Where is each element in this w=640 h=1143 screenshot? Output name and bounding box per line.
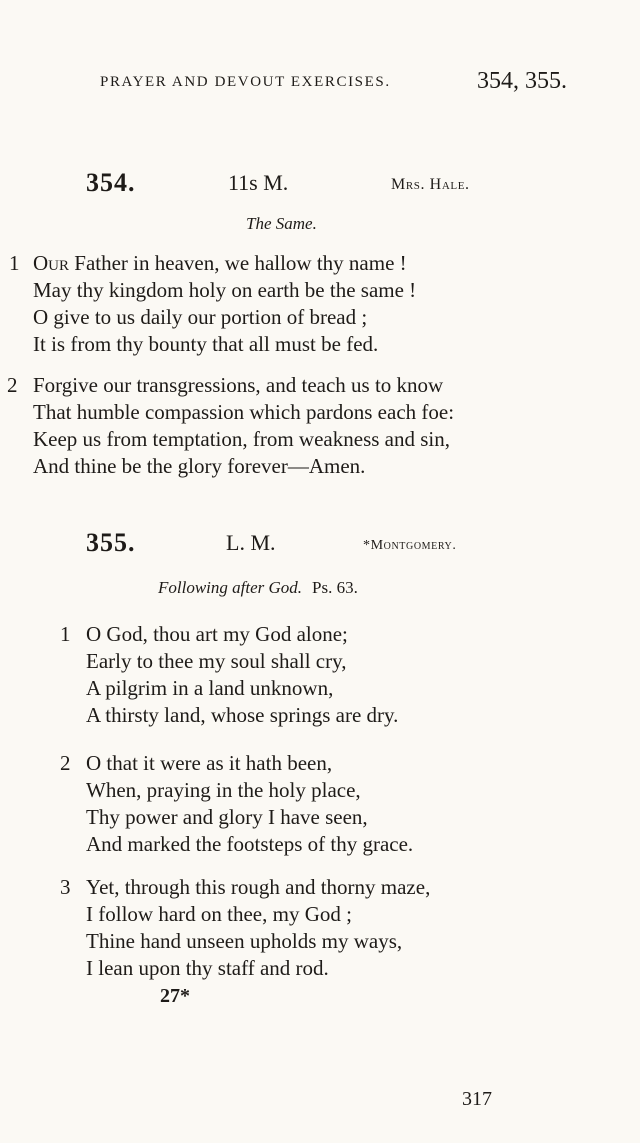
hymn-meter: L. M. xyxy=(226,530,276,555)
stanza-number: 2 xyxy=(7,373,18,397)
verse-line: Thine hand unseen upholds my ways, xyxy=(86,929,403,953)
signature-mark: 27* xyxy=(160,985,190,1007)
hymn-number: 354. xyxy=(86,168,136,197)
verse-first-word: Our xyxy=(33,251,70,275)
stanza-number: 3 xyxy=(60,875,71,899)
hymn-page-numbers: 354, 355. xyxy=(477,68,567,94)
verse-line: A pilgrim in a land unknown, xyxy=(86,676,334,700)
scripture-reference: Ps. 63. xyxy=(312,578,358,597)
verse-line: O God, thou art my God alone; xyxy=(86,622,348,646)
hymn-number: 355. xyxy=(86,528,136,557)
hymn-meter: 11s M. xyxy=(228,170,289,195)
verse-line: A thirsty land, whose springs are dry. xyxy=(86,703,399,727)
verse-line: When, praying in the holy place, xyxy=(86,778,361,802)
verse-line: I follow hard on thee, my God ; xyxy=(86,902,352,926)
verse-line: Early to thee my soul shall cry, xyxy=(86,649,347,673)
verse-line: That humble compassion which pardons each foe: xyxy=(33,400,455,424)
verse-line: O that it were as it hath been, xyxy=(86,751,333,775)
verse-line: Keep us from temptation, from weakness and sin, xyxy=(33,427,450,451)
verse-line: Thy power and glory I have seen, xyxy=(86,805,368,829)
verse-line: May thy kingdom holy on earth be the same ! xyxy=(33,278,417,302)
verse-line: O give to us daily our portion of bread ; xyxy=(33,305,368,329)
verse-line: I lean upon thy staff and rod. xyxy=(86,956,329,980)
verse-line-rest: Father in heaven, we hallow thy name ! xyxy=(69,251,407,275)
hymn-subtitle xyxy=(246,214,317,234)
verse-line: Yet, through this rough and thorny maze, xyxy=(86,875,431,899)
verse-line xyxy=(33,250,407,277)
verse-line: It is from thy bounty that all must be fed. xyxy=(33,332,379,356)
stanza-number: 1 xyxy=(9,251,20,275)
stanza-number: 1 xyxy=(60,622,71,646)
hymn-subtitle-text: Following after God. xyxy=(158,578,303,597)
page-number: 317 xyxy=(462,1088,492,1110)
hymn-subtitle xyxy=(158,578,358,598)
hymn-author: *Montgomery. xyxy=(363,538,457,553)
hymn-subtitle-text: The Same. xyxy=(246,214,317,233)
verse-line: And thine be the glory forever—Amen. xyxy=(33,454,366,478)
verse-line: Forgive our transgressions, and teach us to know xyxy=(33,373,444,397)
stanza-number: 2 xyxy=(60,751,71,775)
running-title: PRAYER AND DEVOUT EXERCISES. xyxy=(100,74,391,90)
hymn-author: Mrs. Hale. xyxy=(391,176,470,193)
verse-line: And marked the footsteps of thy grace. xyxy=(86,832,414,856)
